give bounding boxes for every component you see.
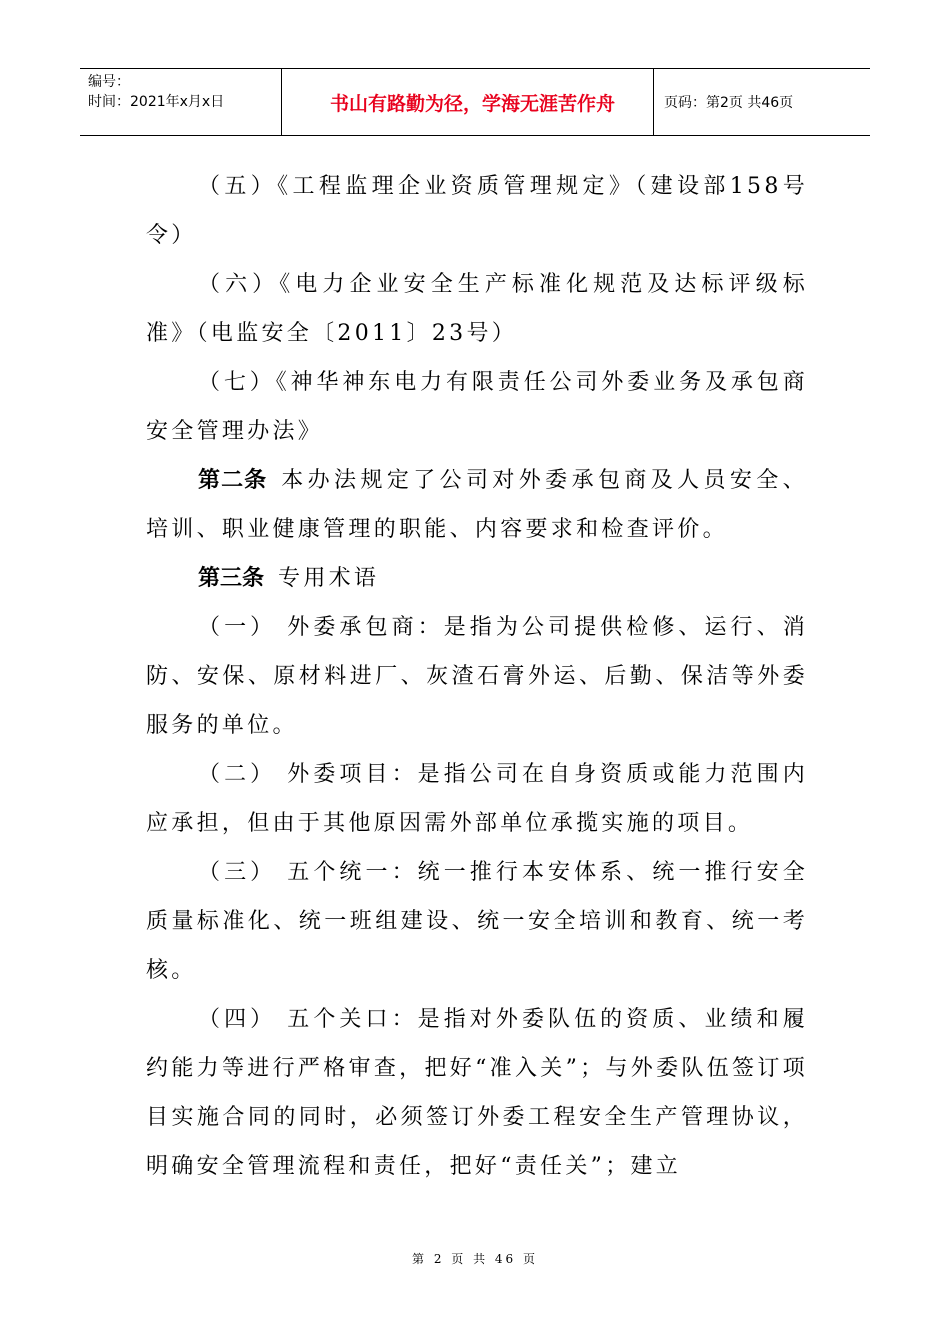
term-2 xyxy=(146,750,808,848)
header-number-label: 编号： xyxy=(88,74,130,90)
paragraph-text: （六）《电力企业安全生产标准化规范及达标评级标准》（电监安全〔2011〕23号） xyxy=(146,272,808,346)
paragraph-5 xyxy=(146,162,808,260)
term-3 xyxy=(146,848,808,995)
paragraph-text: （五）《工程监理企业资质管理规定》（建设部158号令） xyxy=(146,174,808,248)
header-time-label: 时间：2021年x月x日 xyxy=(88,94,225,110)
paragraph-text: （二） 外委项目：是指公司在自身资质或能力范围内应承担，但由于其他原因需外部单位承揽实施的项目。 xyxy=(146,762,808,836)
paragraph-text: （三） 五个统一：统一推行本安体系、统一推行安全质量标准化、统一班组建设、统一安全培训和教育、统一考核。 xyxy=(146,860,808,983)
paragraph-6 xyxy=(146,260,808,358)
document-header xyxy=(80,68,870,136)
term-4 xyxy=(146,995,808,1191)
paragraph-text: 本办法规定了公司对外委承包商及人员安全、培训、职业健康管理的职能、内容要求和检查评价。 xyxy=(146,468,808,542)
article-term: 第二条 xyxy=(198,468,268,493)
header-meta xyxy=(80,69,282,135)
header-page-info: 页码：第2页 共46页 xyxy=(664,95,794,111)
paragraph-text: （七）《神华神东电力有限责任公司外委业务及承包商安全管理办法》 xyxy=(146,370,808,444)
document-body xyxy=(146,162,808,1191)
paragraph-7 xyxy=(146,358,808,456)
paragraph-text: （四） 五个关口：是指对外委队伍的资质、业绩和履约能力等进行严格审查，把好“准入关”；与外委队伍签订项目实施合同的同时，必须签订外委工程安全生产管理协议，明确安全管理流程和责任，把好“责任关”；建立 xyxy=(146,1007,808,1179)
article-2 xyxy=(146,456,808,554)
header-motto: 书山有路勤为径，学海无涯苦作舟 xyxy=(282,69,654,135)
article-term: 第三条 xyxy=(198,566,265,591)
term-1 xyxy=(146,603,808,750)
page-footer: 第 2 页 共 46 页 xyxy=(412,1252,538,1266)
article-3 xyxy=(146,554,808,603)
paragraph-text: （一） 外委承包商：是指为公司提供检修、运行、消防、安保、原材料进厂、灰渣石膏外运、后勤、保洁等外委服务的单位。 xyxy=(146,615,808,738)
paragraph-text: 专用术语 xyxy=(278,566,380,591)
